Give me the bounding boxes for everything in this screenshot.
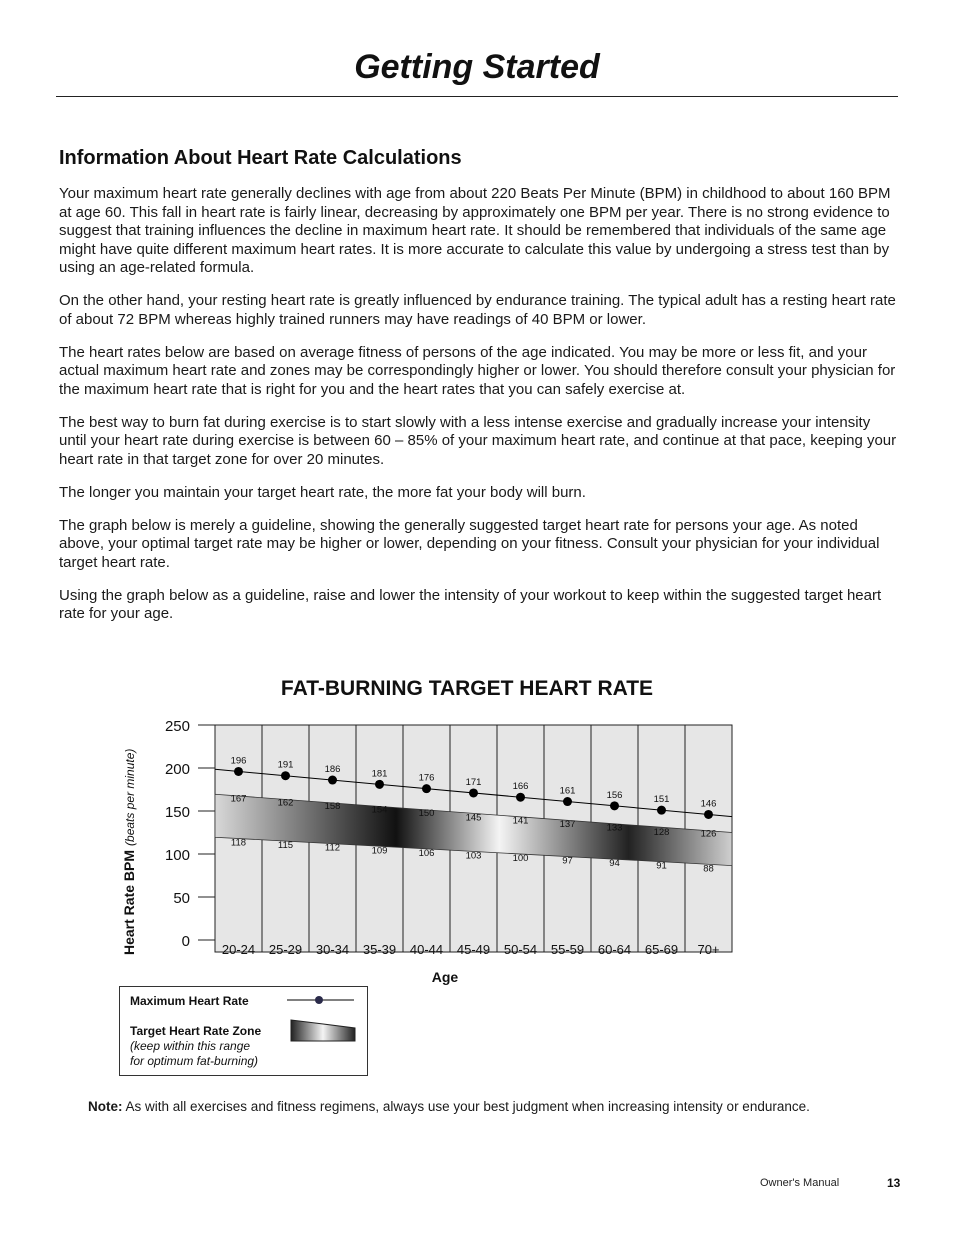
y-tick-label: 150 xyxy=(164,804,190,821)
zone-lower-label: 100 xyxy=(512,853,529,864)
x-category-label: 45-49 xyxy=(456,942,491,957)
x-category-label: 55-59 xyxy=(550,942,585,957)
page-title: Getting Started xyxy=(354,48,600,86)
zone-lower-label: 112 xyxy=(324,842,341,854)
chart-legend xyxy=(119,986,368,1076)
legend-zone-label: Target Heart Rate Zone xyxy=(130,1024,262,1038)
max-rate-label: 176 xyxy=(418,772,435,784)
max-rate-label: 181 xyxy=(371,768,388,780)
paragraph: The longer you maintain your target heart rate, the more fat your body will burn. xyxy=(59,483,586,501)
max-heart-rate-point xyxy=(610,801,619,810)
max-heart-rate-point xyxy=(375,780,384,789)
zone-upper-label: 154 xyxy=(371,804,388,816)
y-tick-label: 200 xyxy=(164,761,190,778)
zone-lower-label: 106 xyxy=(418,847,435,859)
max-heart-rate-point xyxy=(657,806,666,815)
note-text: As with all exercises and fitness regimens, always use your best judgment when increasing intensity or endurance. xyxy=(125,1099,810,1114)
max-rate-label: 191 xyxy=(277,759,294,771)
zone-lower-label: 94 xyxy=(609,858,620,870)
zone-lower-label: 115 xyxy=(277,840,294,852)
x-category-label: 40-44 xyxy=(409,942,444,957)
zone-upper-label: 150 xyxy=(418,808,435,819)
x-category-label: 30-34 xyxy=(315,942,350,957)
zone-upper-label: 133 xyxy=(606,822,623,834)
max-rate-label: 156 xyxy=(606,789,623,801)
x-category-label: 25-29 xyxy=(268,942,303,957)
max-rate-label: 161 xyxy=(559,785,576,797)
x-category-label: 35-39 xyxy=(362,942,397,957)
max-heart-rate-point xyxy=(704,810,713,819)
y-tick-label: 100 xyxy=(164,847,190,864)
zone-upper-label: 158 xyxy=(324,801,341,813)
max-heart-rate-point xyxy=(422,784,431,793)
max-rate-label: 196 xyxy=(230,755,247,767)
chart-title: FAT-BURNING TARGET HEART RATE xyxy=(280,677,654,700)
max-heart-rate-point xyxy=(469,788,478,797)
legend-max-label: Maximum Heart Rate xyxy=(130,994,249,1008)
max-heart-rate-point xyxy=(281,771,290,780)
note xyxy=(88,1099,908,1114)
y-tick-label: 250 xyxy=(164,718,190,735)
zone-upper-label: 141 xyxy=(512,815,529,827)
zone-upper-label: 145 xyxy=(465,812,482,824)
paragraph: On the other hand, your resting heart rate is greatly influenced by endurance training. The typical adult has a resting heart rate of about 72 BPM whereas highly trained runners may have readings of 40 BPM or lower. xyxy=(59,292,896,328)
legend-zone-note: for optimum fat-burning) xyxy=(130,1054,259,1068)
zone-upper-label: 126 xyxy=(700,828,717,840)
max-heart-rate-point xyxy=(516,793,525,802)
x-category-label: 60-64 xyxy=(597,942,632,957)
max-heart-rate-point xyxy=(234,767,243,776)
x-category-label: 20-24 xyxy=(221,942,256,957)
page-number: 13 xyxy=(887,1176,901,1190)
zone-upper-label: 162 xyxy=(277,797,294,809)
zone-lower-label: 109 xyxy=(371,845,388,857)
footer-manual-label: Owner's Manual xyxy=(760,1177,840,1189)
paragraph: Your maximum heart rate generally declines with age from about 220 Beats Per Minute (BPM) in childhood to about 160 BPM at age 60. This fall in heart rate is fairly linear, decreasing by approximately one BPM per year. There is no strong evidence to suggest that training influences the decline in maximum heart rate. It should be remembered that individuals of the same age might have quite different maximum heart rates. It is more accurate to calculate this value by undergoing a stress test than by using an age-related formula. xyxy=(59,185,891,276)
paragraph: The heart rates below are based on average fitness of persons of the age indicated. You may be more or less fit, and your actual maximum heart rate and zones may be correspondingly higher or lower. You should therefore consult your physician for the maximum heart rate that is right for you and the heart rates that you can safely exercise at. xyxy=(59,343,896,398)
y-tick-label: 50 xyxy=(173,890,190,907)
note-label: Note: xyxy=(88,1099,123,1114)
zone-lower-label: 103 xyxy=(465,850,482,862)
zone-lower-label: 97 xyxy=(562,855,573,867)
y-axis-title-sub: (beats per minute) xyxy=(123,748,137,846)
x-category-label: 50-54 xyxy=(503,942,538,957)
max-rate-label: 146 xyxy=(700,798,717,810)
max-rate-label: 151 xyxy=(653,794,670,806)
x-axis-title: Age xyxy=(431,969,459,985)
paragraph: Using the graph below as a guideline, raise and lower the intensity of your workout to keep within the suggested target heart rate for your age. xyxy=(59,586,882,622)
max-rate-label: 171 xyxy=(465,776,482,788)
zone-upper-label: 128 xyxy=(653,826,670,838)
zone-lower-label: 118 xyxy=(230,837,247,849)
legend-zone-note: (keep within this range xyxy=(130,1039,251,1053)
x-category-label: 70+ xyxy=(697,942,720,957)
paragraph: The best way to burn fat during exercise is to start slowly with a less intense exercise and gradually increase your intensity until your heart rate during exercise is between 60 – 85% of your maximum heart rate, and continue at that pace, keeping your heart rate in that target zone for over 20 minutes. xyxy=(59,413,897,468)
zone-upper-label: 167 xyxy=(230,793,247,805)
y-axis-title-main: Heart Rate BPM xyxy=(121,849,137,955)
y-axis-title xyxy=(121,749,137,955)
x-category-label: 65-69 xyxy=(644,942,679,957)
zone-lower-label: 91 xyxy=(656,860,667,872)
max-heart-rate-point xyxy=(328,776,337,785)
y-tick-label: 0 xyxy=(181,933,190,950)
paragraph: The graph below is merely a guideline, showing the generally suggested target heart rate for persons your age. As noted above, your optimal target rate may be higher or lower, depending on your fitness. Consult your physician for your individual target heart rate. xyxy=(59,516,880,571)
max-rate-label: 186 xyxy=(324,764,341,776)
zone-upper-label: 137 xyxy=(559,819,576,831)
max-rate-label: 166 xyxy=(512,781,529,793)
section-heading: Information About Heart Rate Calculations xyxy=(59,147,462,169)
max-heart-rate-point xyxy=(563,797,572,806)
zone-lower-label: 88 xyxy=(703,863,714,875)
